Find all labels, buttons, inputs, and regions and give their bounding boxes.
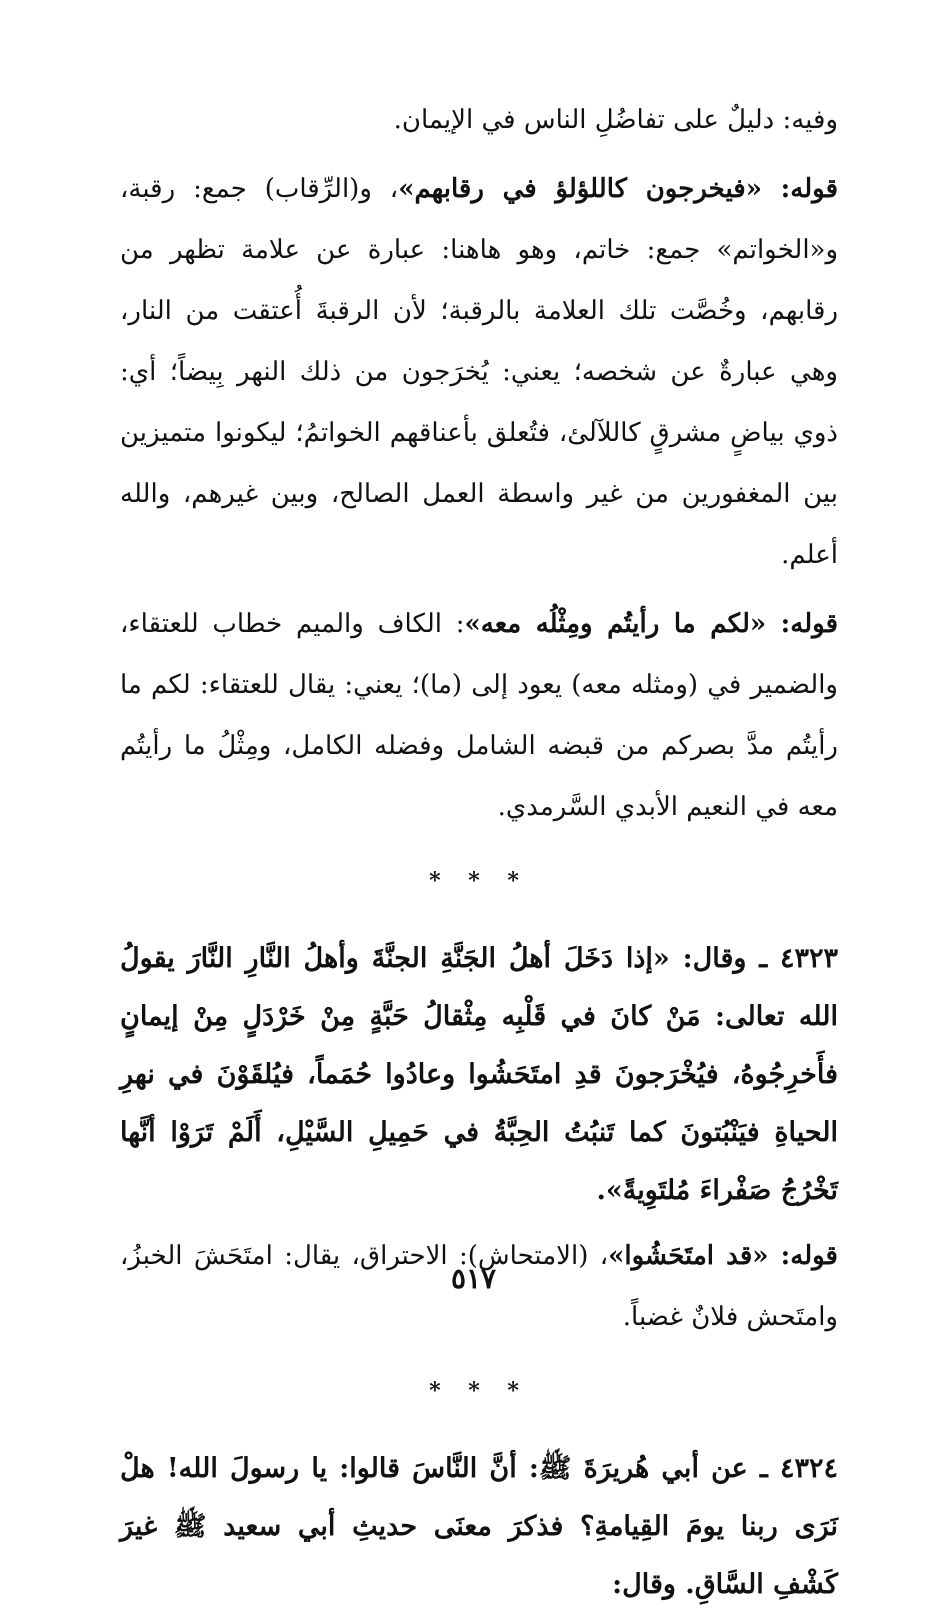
commentary-body: ، (الامتحاش): الاحتراق، يقال: امتَحَشَ الخبزُ، وامتَحش فلانٌ غضباً. (120, 1241, 838, 1332)
commentary-body: : الكاف والميم خطاب للعتقاء، والضمير في (ومثله معه) يعود إلى (ما)؛ يعني: يقال للعتقاء: لكم ما رأيتُم مدَّ بصركم من قبضه الشامل وفضله الكامل، ومِثْلُ ما رأيتُم معه في النعيم الأبدي السَّرمدي. (120, 609, 838, 822)
hadith-4324: ٤٣٢٤ ـ عن أبي هُريرَةَ ﷺ: أنَّ النَّاسَ قالوا: يا رسولَ الله! هلْ نَرَى ربنا يومَ القِيامةِ؟ فذكرَ معنَى حديثِ أبي سعيد ﷺ غيرَ كَشْفِ السَّاقِ. وقال: (120, 1453, 838, 1600)
commentary-lead: قوله: «قد امتَحَشُوا» (608, 1241, 838, 1271)
page-number: ٥١٧ (450, 1262, 497, 1295)
paragraph-commentary-2 (120, 594, 838, 838)
paragraph-commentary-1 (120, 159, 838, 586)
section-separator: * * * (429, 868, 529, 894)
page-body (120, 90, 838, 1620)
commentary-body: ، و(الرِّقاب) جمع: رقبة، و«الخواتم» جمع: خاتم، وهو هاهنا: عبارة عن علامة تظهر من رقابهم، وخُصَّت تلك العلامة بالرقبة؛ لأن الرقبةَ أُعتقت من النار، وهي عبارةٌ عن شخصه؛ يعني: يُخرَجون من ذلك النهر بِيضاً؛ أي: ذوي بياضٍ مشرقٍ كاللآلئ، فتُعلق بأعناقهم الخواتمُ؛ ليكونوا متميزين بين المغفورين من غير واسطة العمل الصالح، وبين غيرهم، والله أعلم. (120, 174, 838, 570)
commentary-lead: قوله: «لكم ما رأيتُم ومِثْلُه معه» (464, 609, 838, 639)
section-separator: * * * (429, 1378, 529, 1404)
paragraph-intro: وفيه: دليلٌ على تفاضُلِ الناس في الإيمان. (393, 105, 838, 135)
commentary-lead: قوله: «فيخرجون كاللؤلؤ في رقابهم» (398, 174, 838, 204)
hadith-4323: ٤٣٢٣ ـ وقال: «إذا دَخَلَ أهلُ الجَنَّةِ الجنَّةَ وأهلُ النَّارِ النَّارَ يقولُ الله تعالى: مَنْ كانَ في قَلْبِه مِثْقالُ حَبَّةٍ مِنْ خَرْدَلٍ مِنْ إيمانٍ فأَخرِجُوهُ، فيُخْرَجونَ قدِ امتَحَشُوا وعادُوا حُمَماً، فيُلقَوْنَ في نهرِ الحياةِ فيَنْبُتونَ كما تَنبُتُ الحِبَّةُ في حَمِيلِ السَّيْلِ، أَلَمْ تَرَوْا أنَّها تَخْرُجُ صَفْراءَ مُلتَوِيةً». (120, 943, 838, 1206)
